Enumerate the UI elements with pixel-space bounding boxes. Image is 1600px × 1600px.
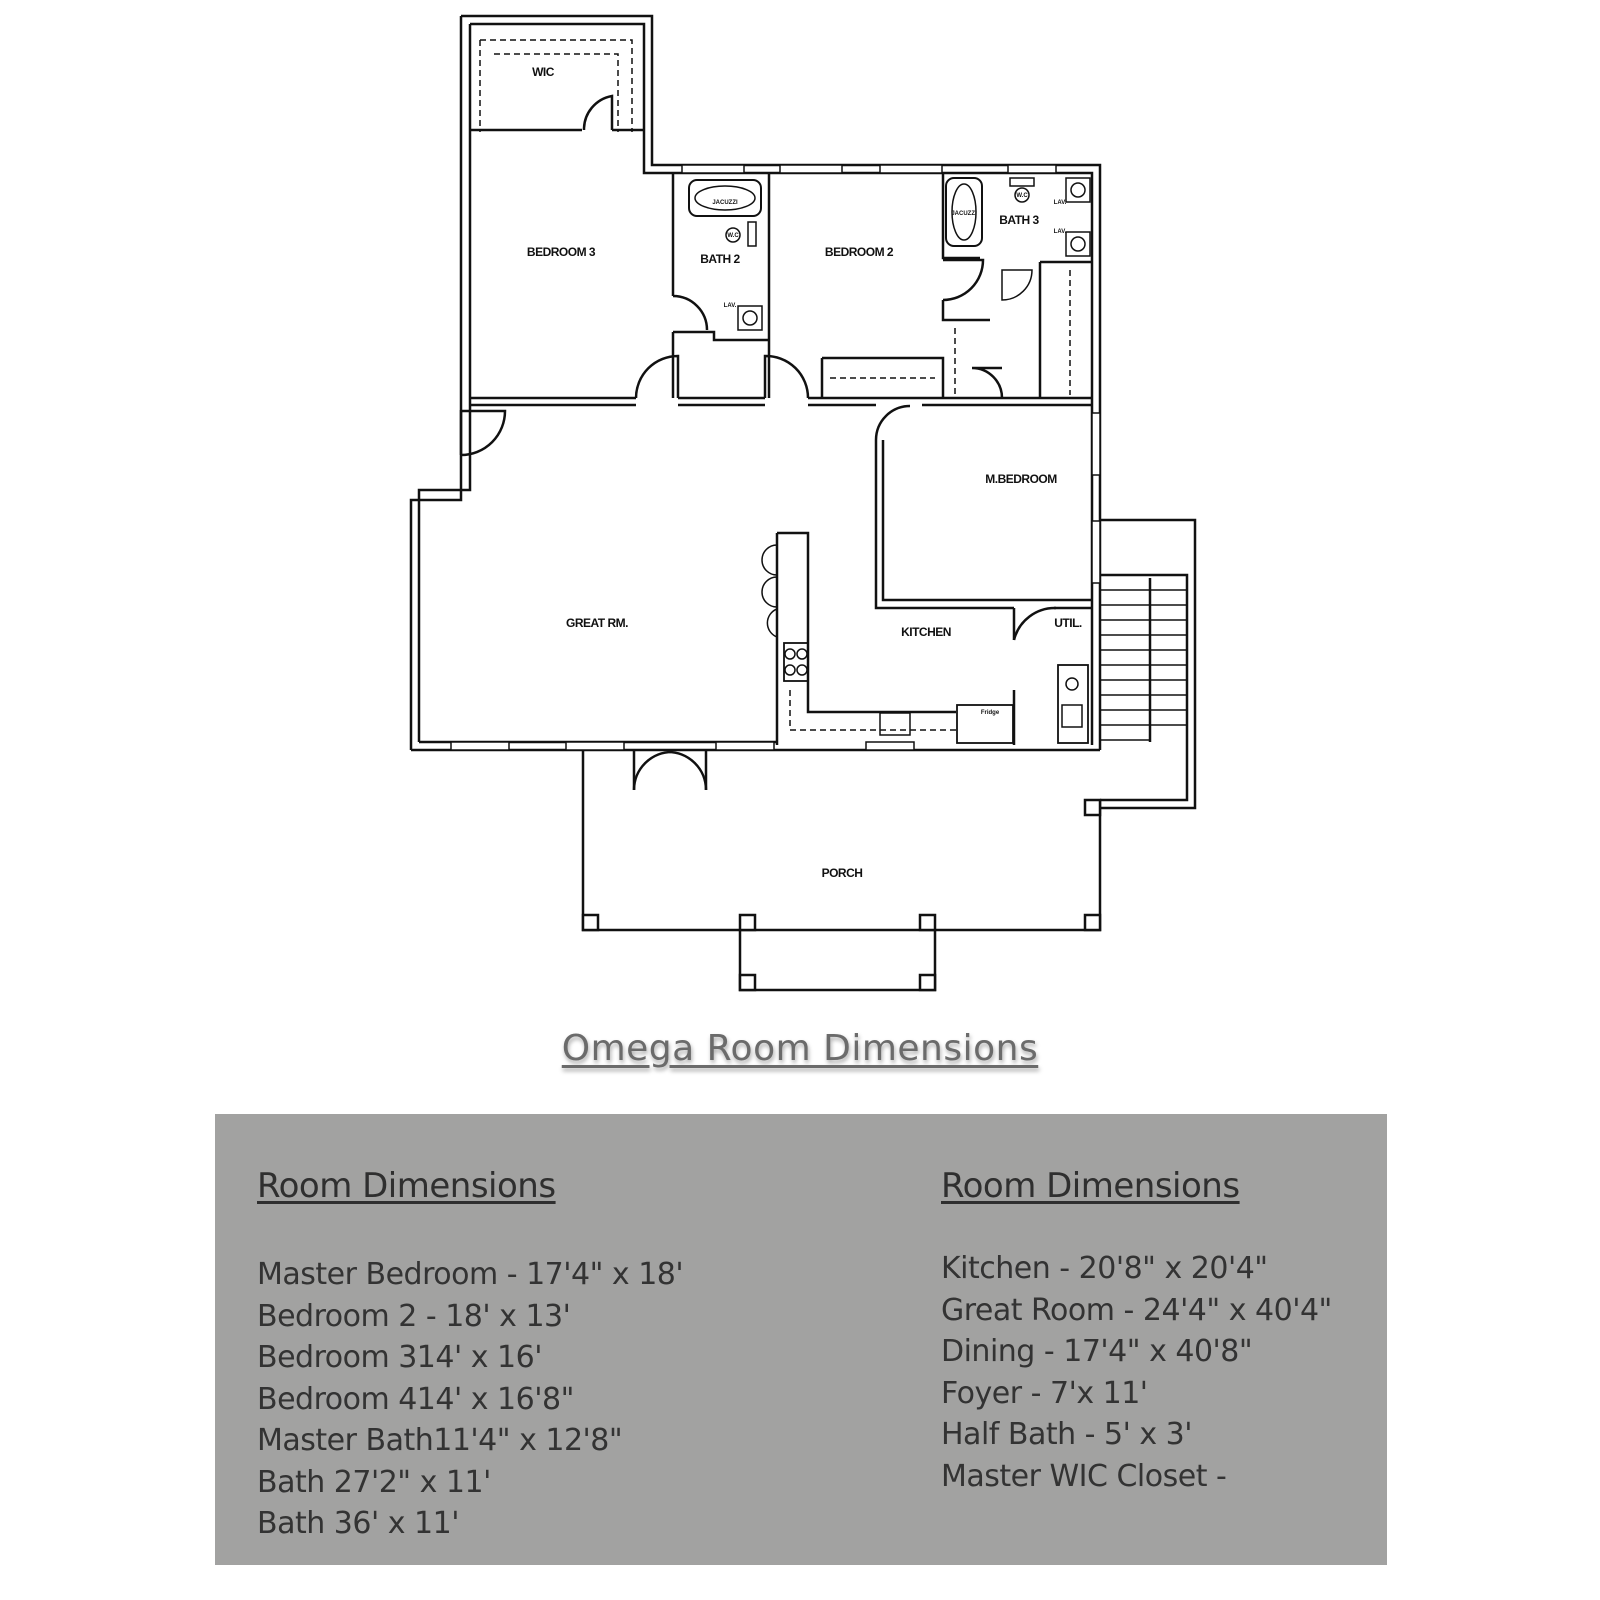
plan-walls	[411, 16, 1195, 990]
dimension-item: Kitchen - 20'8" x 20'4"	[941, 1251, 1268, 1286]
dimensions-heading-left: Room Dimensions	[257, 1166, 556, 1206]
fixture-label-wc-bath-3: W.C	[1016, 193, 1028, 199]
room-label-utility: UTIL.	[1054, 616, 1082, 630]
dimensions-list-right	[941, 1248, 1332, 1497]
page-title: Omega Room Dimensions	[561, 1028, 1039, 1069]
room-label-wic: WIC	[532, 65, 554, 79]
room-label-kitchen: KITCHEN	[901, 625, 951, 639]
room-label-porch: PORCH	[821, 866, 863, 880]
stair-treads	[1100, 590, 1187, 740]
room-label-bath-3: BATH 3	[999, 213, 1039, 227]
room-label-bedroom-2: BEDROOM 2	[824, 245, 894, 259]
porch-posts	[583, 800, 1100, 990]
dimension-item: Bedroom 2 - 18' x 13'	[257, 1298, 571, 1334]
dimension-item: Dining - 17'4" x 40'8"	[941, 1334, 1253, 1369]
dimension-item: Master WIC Closet -	[941, 1458, 1227, 1494]
dimension-item: Bedroom 314' x 16'	[257, 1340, 542, 1375]
dimension-item: Great Room - 24'4" x 40'4"	[941, 1292, 1332, 1328]
dimension-item: Bath 36' x 11'	[257, 1506, 459, 1541]
dimension-item: Master Bedroom - 17'4" x 18'	[257, 1257, 684, 1292]
dimensions-list-left	[257, 1254, 683, 1545]
fixture-label-fridge: Fridge	[980, 710, 1000, 716]
fixture-label-jacuzzi-bath-3: JACUZZI	[951, 211, 977, 217]
dimension-item: Master Bath11'4" x 12'8"	[257, 1423, 623, 1458]
fixture-label-jacuzzi-bath-2: JACUZZI	[712, 200, 738, 206]
room-label-great-room: GREAT RM.	[566, 616, 628, 630]
fixture-label-wc-bath-2: W.C	[727, 233, 739, 239]
fixture-label-lav-bath-2: LAV.	[723, 303, 737, 309]
fixtures	[689, 178, 1090, 727]
dimension-item: Bath 27'2" x 11'	[257, 1464, 491, 1500]
fixture-label-lav-bath-3-upper: LAV.	[1053, 200, 1067, 206]
dimension-item: Half Bath - 5' x 3'	[941, 1417, 1193, 1452]
dimensions-heading-right: Room Dimensions	[941, 1166, 1240, 1206]
dimension-item: Bedroom 414' x 16'8"	[257, 1381, 574, 1417]
room-label-bedroom-3: BEDROOM 3	[526, 245, 596, 259]
fixture-label-lav-bath-3-lower: LAV.	[1053, 229, 1067, 235]
room-label-bath-2: BATH 2	[700, 252, 740, 266]
room-label-master-bedroom: M.BEDROOM	[985, 472, 1057, 486]
room-dimensions-panel	[215, 1114, 1387, 1565]
dimension-item: Foyer - 7'x 11'	[941, 1375, 1148, 1411]
